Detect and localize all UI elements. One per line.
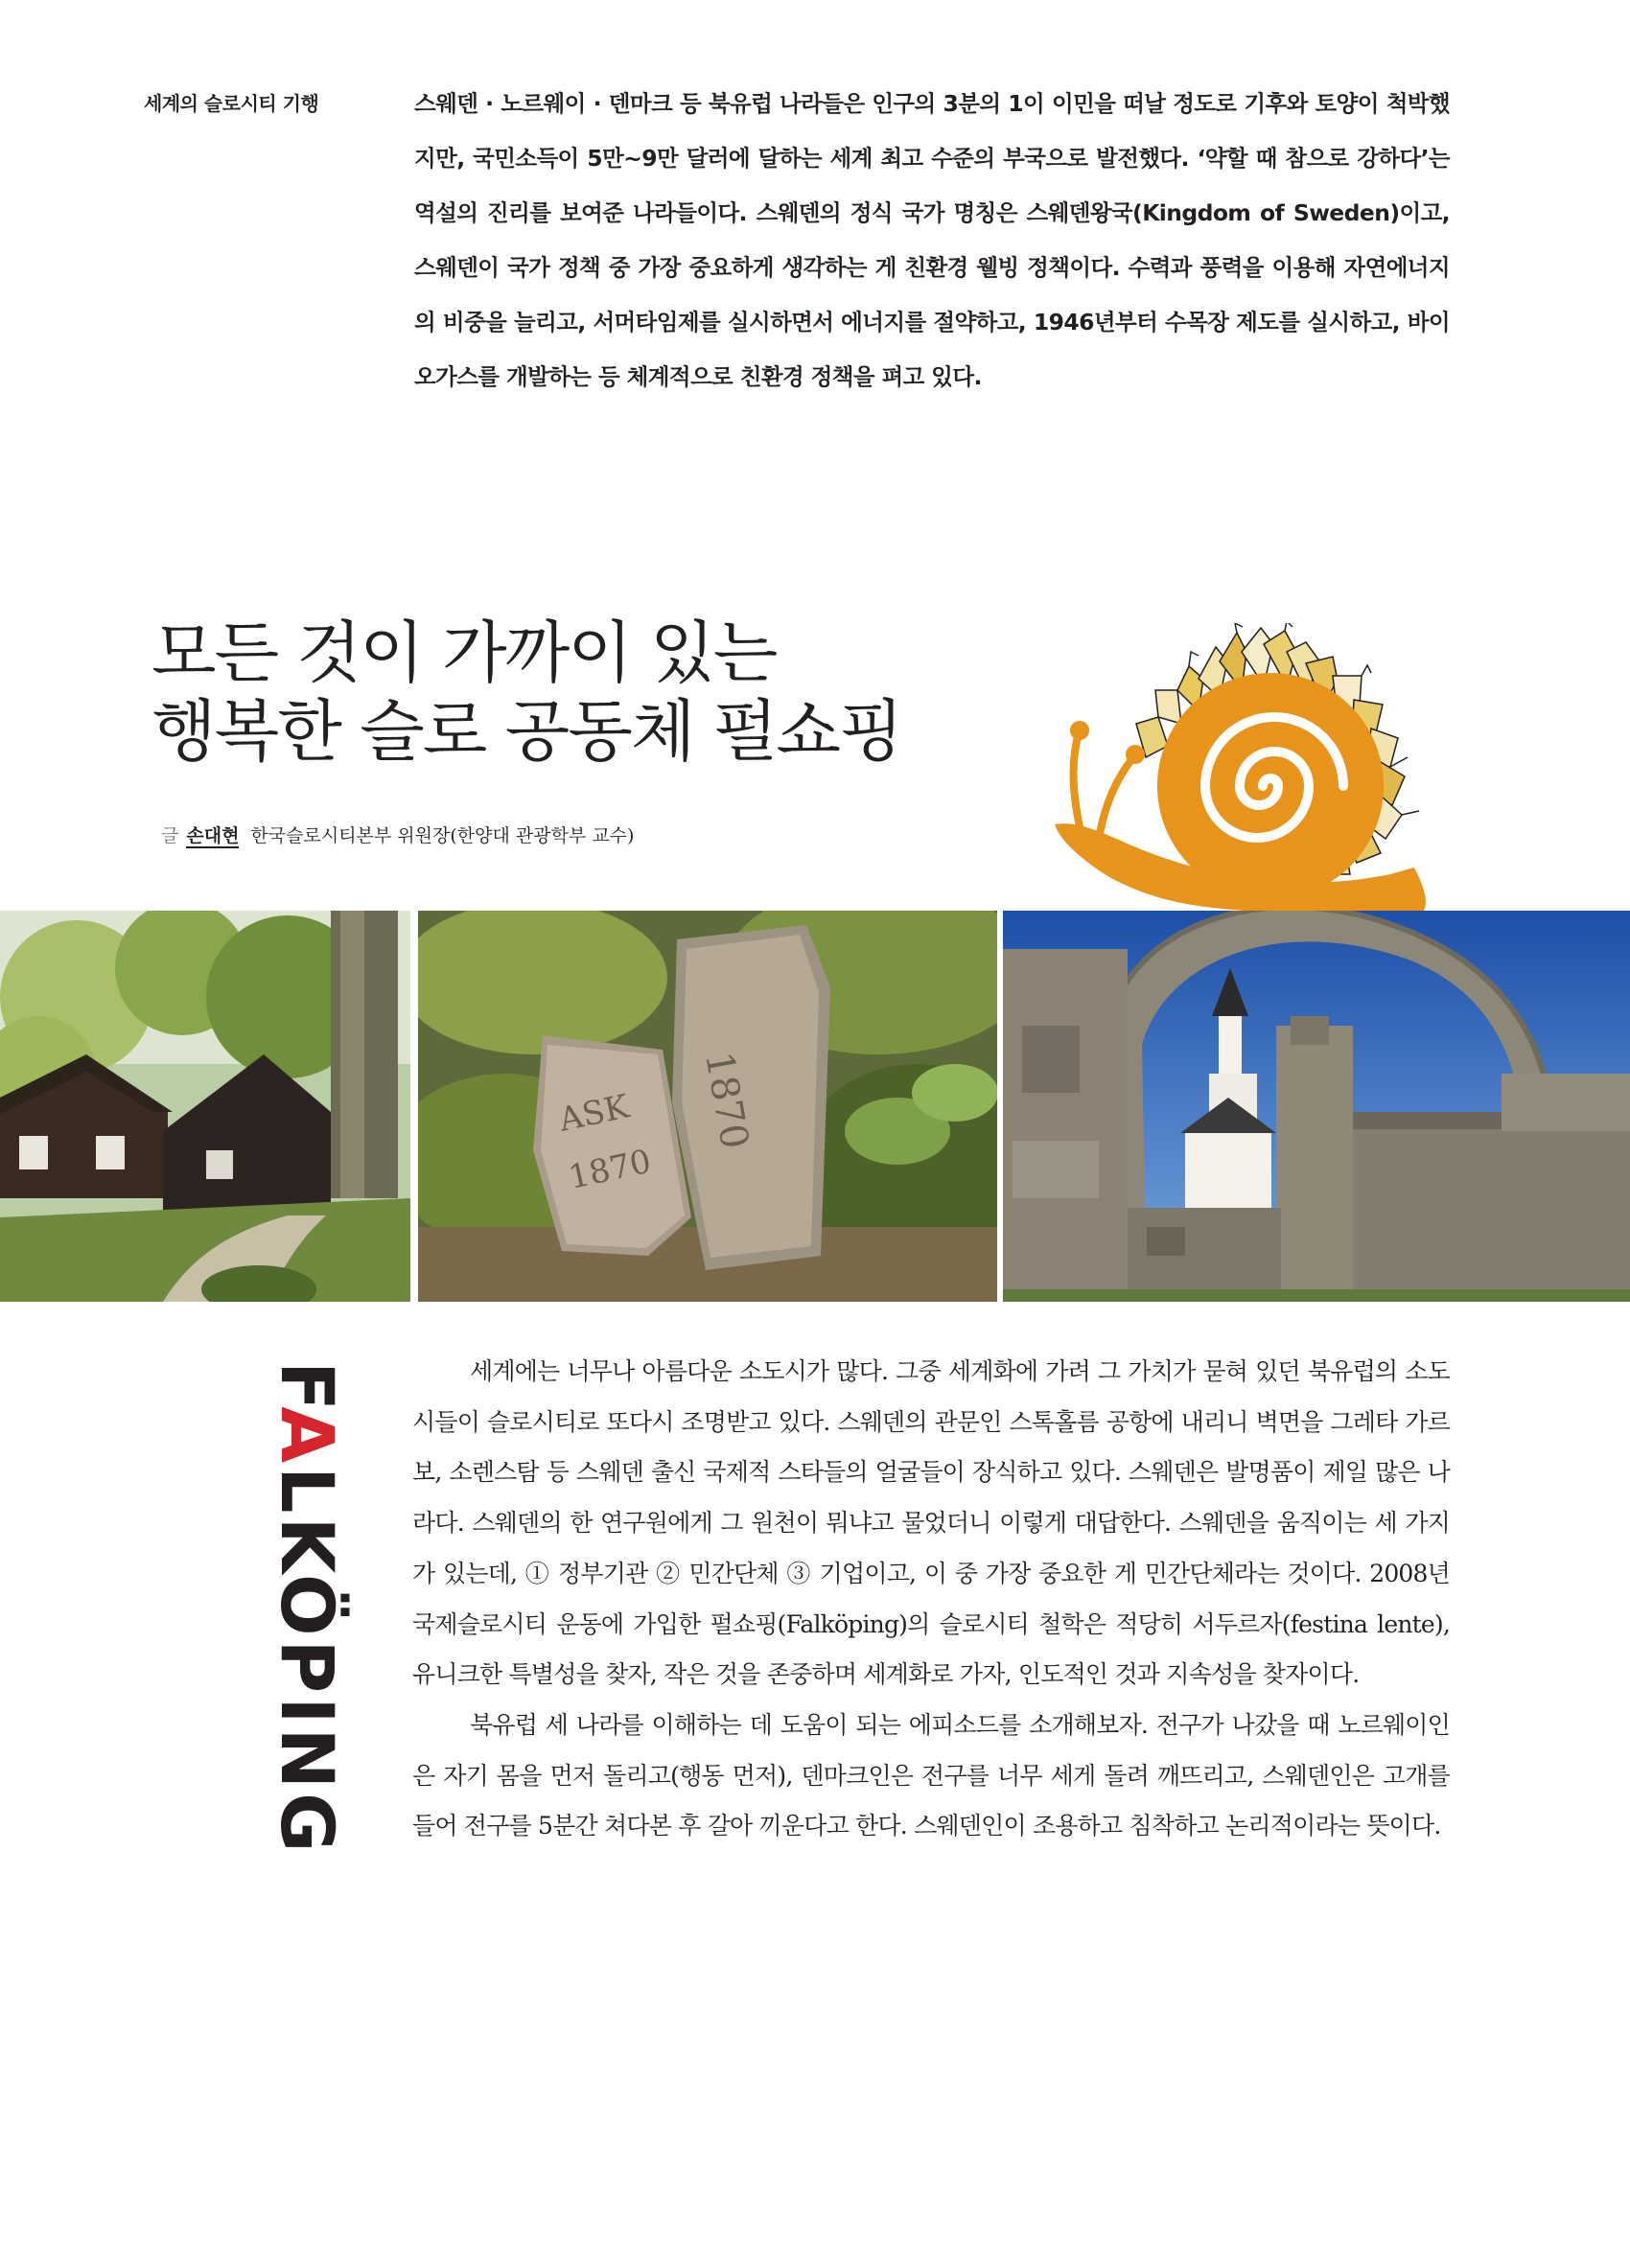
svg-text:1870: 1870 (696, 1048, 757, 1152)
byline-prefix: 글 (161, 825, 179, 846)
vertical-title-accent: A (265, 1406, 350, 1468)
byline-affiliation: 한국슬로시티본부 위원장(한양대 관광학부 교수) (250, 825, 635, 846)
svg-text:ASK: ASK (555, 1087, 633, 1140)
snail-shell-icon (1157, 673, 1384, 899)
svg-text:1870: 1870 (565, 1142, 655, 1197)
body-paragraph-1: 세계에는 너무나 아름다운 소도시가 많다. 그중 세계화에 가려 그 가치가 묻혀 있던 북유럽의 소도시들이 슬로시티로 또다시 조명받고 있다. 스웨덴의 관문인 스톡홀름 공항에 내리니 벽면을 그레타 가르보, 소렌스탐 등 스웨덴 출신 국제적 스타들의 얼굴들이 장식하고 있다. 스웨덴은 발명품이 제일 많은 나라다. 스웨덴의 한 연구원에게 그 원천이 뭐냐고 물었더니 이렇게 대답한다. 스웨덴을 움직이는 세 가지가 있는데, ① 정부기관 ② 민간단체 ③ 기업이고, 이 중 가장 중요한 게 민간단체라는 것이다. 2008년 국제슬로시티 운동에 가입한 펄쇼핑(Falköping)의 슬로시티 철학은 적당히 서두르자(festina lente), 유니크한 특별성을 찾자, 작은 것을 존중하며 세계화로 가자, 인도적인 것과 지속성을 찾자이다. (412, 1357, 1450, 1689)
photo-stone-arch (1003, 911, 1630, 1302)
body-paragraph-2: 북유럽 세 나라를 이해하는 데 도움이 되는 에피소드를 소개해보자. 전구가 나갔을 때 노르웨이인은 자기 몸을 먼저 돌리고(행동 먼저), 덴마크인은 전구를 너무 세게 돌려 깨뜨리고, 스웨덴인은 고개를 들어 전구를 5분간 쳐다본 후 갈아 끼운다고 한다. 스웨덴인이 조용하고 침착하고 논리적이라는 뜻이다. (412, 1710, 1450, 1840)
title-line-2: 행복한 슬로 공동체 펄쇼핑 (151, 692, 902, 771)
section-tag: 세계의 슬로시티 기행 (144, 92, 319, 115)
photo-village-cottages (0, 911, 410, 1302)
vertical-title-first: F (265, 1361, 350, 1407)
title-line-1: 모든 것이 가까이 있는 (151, 613, 777, 692)
byline (161, 822, 634, 847)
vertical-title-rest: LKÖPING (265, 1467, 350, 1857)
vertical-title (265, 1361, 355, 1860)
byline-author: 손대현 (186, 825, 240, 846)
snail-logo-icon (1045, 623, 1496, 920)
intro-paragraph: 스웨덴 · 노르웨이 · 덴마크 등 북유럽 나라들은 인구의 3분의 1이 이민을 떠날 정도로 기후와 토양이 척박했지만, 국민소득이 5만~9만 달러에 달하는 세계 최고 수준의 부국으로 발전했다. ‘약할 때 참으로 강하다’는 역설의 진리를 보여준 나라들이다. 스웨덴의 정식 국가 명칭은 스웨덴왕국(Kingdom of Sweden)이고, 스웨덴이 국가 정책 중 가장 중요하게 생각하는 게 친환경 웰빙 정책이다. 수력과 풍력을 이용해 자연에너지의 비중을 늘리고, 서머타임제를 실시하면서 에너지를 절약하고, 1946년부터 수목장 제도를 실시하고, 바이오가스를 개발하는 등 체계적으로 친환경 정책을 펴고 있다. (414, 90, 1450, 390)
photo-stone-markers (418, 911, 997, 1302)
article-body (412, 1347, 1450, 1852)
article-title (151, 613, 1110, 771)
